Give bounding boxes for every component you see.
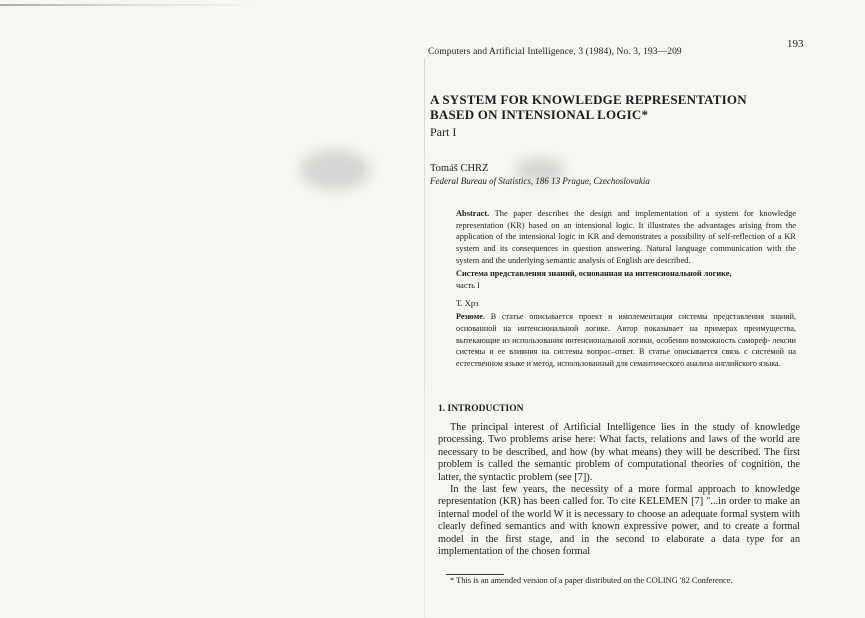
russian-title: Система представления знаний, основанная на интенсиональной логике, (456, 269, 732, 278)
russian-part: часть I (456, 281, 480, 290)
author-affiliation: Federal Bureau of Statistics, 186 13 Prague, Czechoslovakia (430, 176, 650, 186)
paper-title (430, 92, 747, 122)
russian-abstract-label: Резюме. (456, 312, 485, 321)
binding-shadow (424, 58, 425, 618)
abstract-text: The paper describes the design and implementation of a system for knowledge representation (KR) based on an intensional logic. It illustrates the advantages arising from the application of the intensional logic in KR and demonstrates a possibility of self-reflection of a KR system and its consequences in question answering. Natural language communication with the system and the underlying semantic analysis of English are described. (456, 209, 796, 265)
footnote-rule (446, 574, 504, 575)
top-scan-streak (0, 4, 260, 6)
author-name: Tomáš CHRZ (430, 163, 489, 174)
title-line-2: BASED ON INTENSIONAL LOGIC* (430, 107, 649, 122)
section-body (438, 422, 800, 558)
page-number: 193 (787, 38, 804, 50)
section-heading: 1. INTRODUCTION (438, 404, 524, 414)
abstract (456, 208, 796, 267)
part-label: Part I (430, 125, 457, 139)
russian-author: Т. Хрз (456, 298, 479, 308)
paragraph: In the last few years, the necessity of a more formal approach to knowledge representation (KR) has been called for. To cite KELEMEN [7] "...in order to make an internal model of the world W it is necessary to choose an adequate formal system with clearly defined semantics and with known expressive power, and to create a formal model in the first stage, and in the second to elaborate a data type for an implementation of the chosen formal (438, 484, 800, 558)
scan-smudge (300, 150, 370, 190)
title-line-1: A SYSTEM FOR KNOWLEDGE REPRESENTATION (430, 92, 747, 107)
paragraph: The principal interest of Artificial Intelligence lies in the study of knowledge processing. Two problems arise here: What facts, relations and laws of the world are necessary to be described, and how (by what means) they will be described. The first problem is called the semantic problem of computational theories of cognition, the latter, the syntactic problem (see [7]). (438, 422, 800, 483)
footnote: * This is an amended version of a paper distributed on the COLING '82 Conference. (450, 576, 733, 585)
russian-abstract (456, 311, 796, 370)
russian-abstract-text: В статье описывается проект и имплементация системы представления знаний, основанной на интенсиональной логике. Автор показывает на примерах преимущества, вытекающие из использования интенсиональной логики, особенно возможность самореф- лексии системы и ее влияния на системы вопрос–ответ. В статье описывается связь с системой на естественном языке и метод, использованный для семантического анализа английского языка. (456, 312, 796, 369)
journal-citation: Computers and Artificial Intelligence, 3 (1984), No. 3, 193—209 (428, 47, 682, 57)
abstract-label: Abstract. (456, 209, 490, 218)
